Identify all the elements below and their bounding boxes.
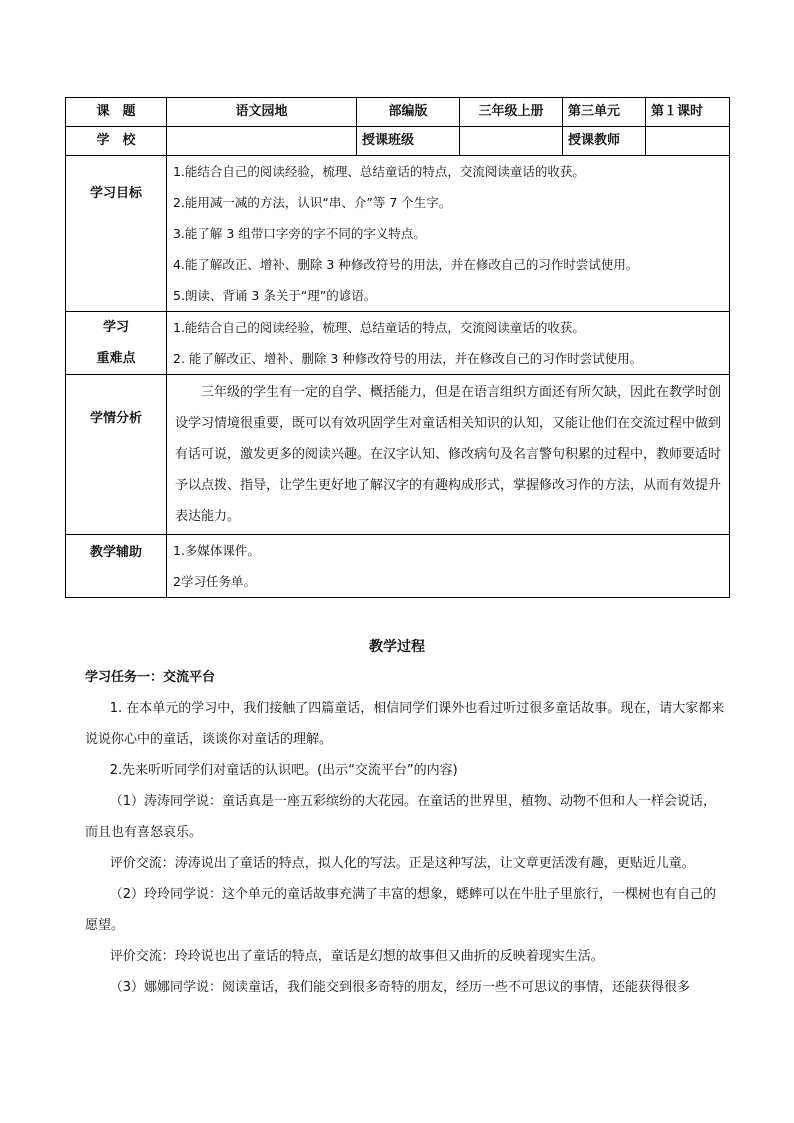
analysis-label: 学情分析 — [66, 375, 167, 535]
aids-label: 教学辅助 — [66, 535, 167, 598]
process-paragraph: （3）娜娜同学说：阅读童话，我们能交到很多奇特的朋友，经历一些不可思议的事情，还能获得很多 — [109, 980, 690, 995]
objectives-label: 学习目标 — [66, 156, 167, 312]
objective-item: 4.能了解改正、增补、删除 3 种修改符号的用法，并在修改自己的习作时尝试使用。 — [173, 257, 639, 272]
process-paragraph: 评价交流：涛涛说出了童话的特点，拟人化的写法。正是这种写法，让文章更活泼有趣，更贴近儿童。 — [109, 856, 695, 871]
objective-item: 1.能结合自己的阅读经验，梳理、总结童话的特点，交流阅读童话的收获。 — [173, 164, 585, 179]
lesson-plan-table — [65, 97, 730, 598]
process-paragraph: 评价交流：玲玲说也出了童话的特点，童话是幻想的故事但又曲折的反映着现实生活。 — [109, 949, 604, 964]
table-row — [66, 535, 730, 598]
edition-cell: 部编版 — [357, 98, 460, 127]
teacher-value — [646, 127, 730, 156]
process-paragraph: 1. 在本单元的学习中，我们接触了四篇童话，相信同学们课外也看过听过很多童话故事。现在，请大家都来说说你心中的童话，谈谈你对童话的理解。 — [85, 701, 725, 747]
grade-cell: 三年级上册 — [460, 98, 563, 127]
school-label: 学 校 — [66, 127, 167, 156]
unit-cell: 第三单元 — [563, 98, 646, 127]
table-row — [66, 127, 730, 156]
class-label: 授课班级 — [357, 127, 460, 156]
teacher-label: 授课教师 — [563, 127, 646, 156]
process-paragraph: （2）玲玲同学说：这个单元的童话故事充满了丰富的想象，蟋蟀可以在牛肚子里旅行，一棵树也有自己的愿望。 — [85, 887, 716, 933]
objective-item: 2.能用减一减的方法，认识“串、介”等 7 个生字。 — [173, 195, 452, 210]
class-value — [460, 127, 563, 156]
process-paragraph: （1）涛涛同学说：童话真是一座五彩缤纷的大花园。在童话的世界里，植物、动物不但和人一样会说话，而且也有喜怒哀乐。 — [85, 794, 716, 840]
key-point-item: 2. 能了解改正、增补、删除 3 种修改符号的用法，并在修改自己的习作时尝试使用。 — [173, 351, 643, 366]
analysis-text: 三年级的学生有一定的自学、概括能力，但是在语言组织方面还有所欠缺，因此在教学时创设学习情境很重要，既可以有效巩固学生对童话相关知识的认知，又能让他们在交流过程中做到有话可说，激发更多的阅读兴趣。在汉字认知、修改病句及名言警句积累的过程中，教师要适时予以点拨、指导，让学生更好地了解汉字的有趣构成形式，掌握修改习作的方法，从而有效提升表达能力。 — [175, 385, 722, 524]
key-points-label — [66, 312, 167, 375]
table-row — [66, 156, 730, 312]
objective-item: 5.朗读、背诵 3 条关于“理”的谚语。 — [173, 288, 377, 303]
topic-label: 课 题 — [66, 98, 167, 127]
objective-item: 3.能了解 3 组带口字旁的字不同的字义特点。 — [173, 226, 426, 241]
key-points-label-line: 重难点 — [96, 351, 136, 366]
school-value — [167, 127, 357, 156]
key-point-item: 1.能结合自己的阅读经验，梳理、总结童话的特点，交流阅读童话的收获。 — [173, 320, 585, 335]
aids-content — [167, 535, 730, 598]
key-points-label-line: 学习 — [102, 320, 129, 335]
period-cell: 第１课时 — [646, 98, 730, 127]
table-row — [66, 375, 730, 535]
table-row — [66, 312, 730, 375]
objectives-content — [167, 156, 730, 312]
process-title: 教学过程 — [369, 639, 425, 655]
key-points-content — [167, 312, 730, 375]
topic-value: 语文园地 — [167, 98, 357, 127]
analysis-content — [167, 375, 730, 535]
process-body — [85, 662, 725, 1003]
aid-item: 1.多媒体课件。 — [173, 543, 260, 558]
table-row — [66, 98, 730, 127]
process-paragraph: 2.先来听听同学们对童话的认识吧。(出示“交流平台”的内容) — [109, 763, 458, 778]
aid-item: 2学习任务单。 — [173, 574, 256, 589]
task-heading: 学习任务一：交流平台 — [85, 670, 216, 685]
